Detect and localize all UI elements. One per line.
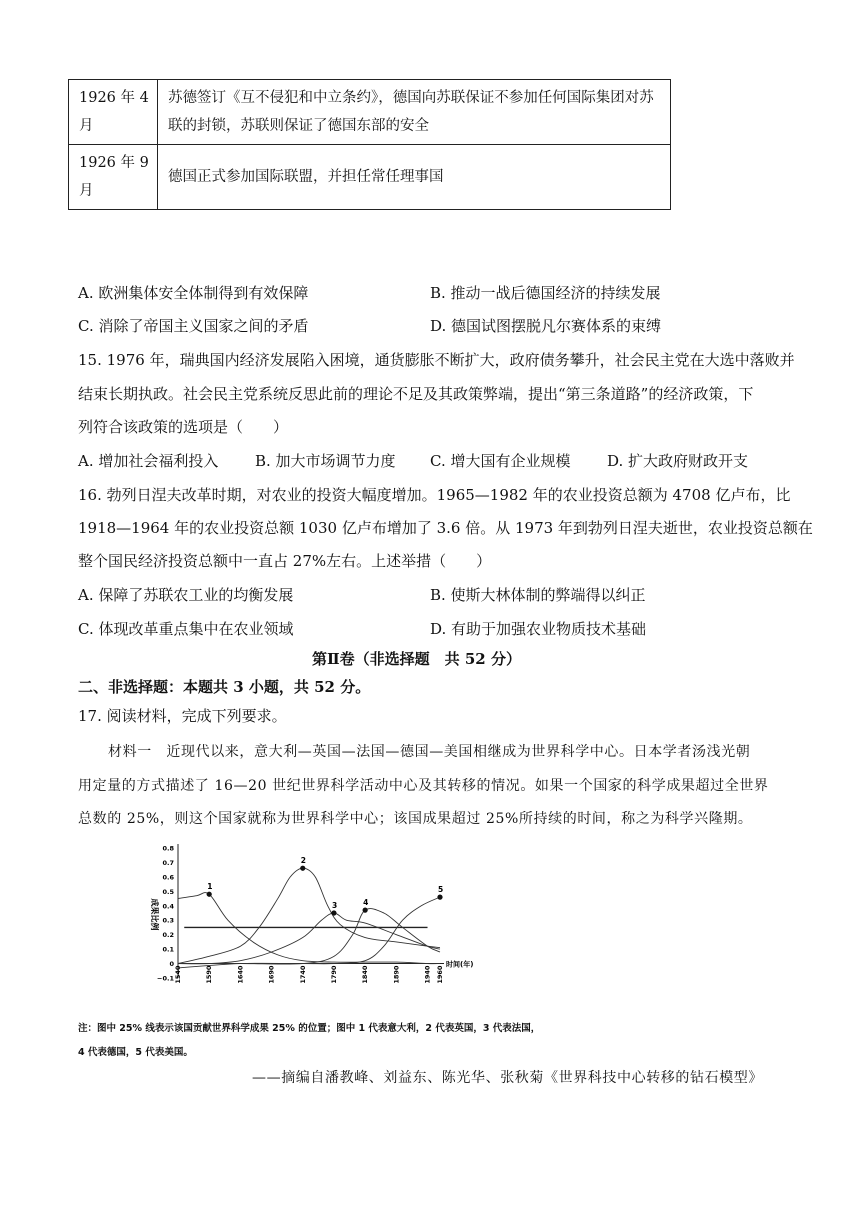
x-axis-label: 时间(年) <box>446 960 474 969</box>
table-cell-date: 1926 年 9 月 <box>69 145 158 210</box>
q14-option-d: D. 德国试图摆脱凡尔赛体系的束缚 <box>430 317 662 335</box>
q15-option-d: D. 扩大政府财政开支 <box>607 452 749 470</box>
q16-option-a: A. 保障了苏联农工业的均衡发展 <box>78 586 294 604</box>
table-cell-date: 1926 年 4 月 <box>69 80 158 145</box>
q15-stem-line3: 列符合该政策的选项是（ ） <box>78 418 289 436</box>
q16-option-b: B. 使斯大林体制的弊端得以纠正 <box>430 586 646 604</box>
y-tick-label: 0.3 <box>162 916 174 925</box>
chart-note-line2: 4 代表德国，5 代表美国。 <box>78 1047 193 1058</box>
q14-option-a: A. 欧洲集体安全体制得到有效保障 <box>78 284 309 302</box>
source-citation: ——摘编自潘教峰、刘益东、陈光华、张秋菊《世界科技中心转移的钻石模型》 <box>252 1070 763 1086</box>
series-label-3: 3 <box>331 901 338 910</box>
y-tick-label: 0.6 <box>162 873 174 882</box>
x-tick-label: 1890 <box>392 965 401 984</box>
series-line-2 <box>178 868 440 963</box>
q16-option-d: D. 有助于加强农业物质技术基础 <box>430 620 647 638</box>
history-table <box>68 79 671 210</box>
q15-option-c: C. 增大国有企业规模 <box>430 452 571 470</box>
material-1-line1: 材料一 近现代以来，意大利—英国—法国—德国—美国相继成为世界科学中心。日本学者汤浅光朝 <box>108 744 751 760</box>
q16-stem-line1: 16. 勃列日涅夫改革时期，对农业的投资大幅度增加。1965—1982 年的农业投资总额为 4708 亿卢布，比 <box>78 486 791 504</box>
table-cell-event: 德国正式参加国际联盟，并担任常任理事国 <box>158 145 671 210</box>
q16-option-c: C. 体现改革重点集中在农业领域 <box>78 620 294 638</box>
peak-point-2 <box>300 866 305 871</box>
q14-option-c: C. 消除了帝国主义国家之间的矛盾 <box>78 317 309 335</box>
peak-point-5 <box>437 895 442 900</box>
x-tick-label: 1960 <box>436 965 444 984</box>
series-line-1 <box>178 893 440 964</box>
series-label-2: 2 <box>300 856 306 866</box>
material-1-line3: 总数的 25%，则这个国家就称为世界科学中心；该国成果超过 25%所持续的时间，称之为科学兴隆期。 <box>78 811 753 827</box>
chart-note-line1: 注：图中 25% 线表示该国贡献世界科学成果 25% 的位置；图中 1 代表意大利，2 代表英国，3 代表法国， <box>78 1023 541 1034</box>
y-tick-label: 0.2 <box>162 931 174 940</box>
x-tick-label: 1590 <box>205 965 214 984</box>
y-tick-label: 0 <box>169 960 174 969</box>
series-line-3 <box>178 913 440 964</box>
series-label-4: 4 <box>363 898 369 908</box>
x-tick-label: 1840 <box>361 965 370 984</box>
table-cell-event: 苏德签订《互不侵犯和中立条约》，德国向苏联保证不参加任何国际集团对苏联的封锁，苏联则保证了德国东部的安全 <box>158 80 671 145</box>
q16-stem-line3: 整个国民经济投资总额中一直占 27%左右。上述举措（ ） <box>78 552 492 570</box>
y-tick-label: 0.8 <box>162 844 174 853</box>
peak-point-3 <box>331 910 336 915</box>
y-tick-label: 0.5 <box>162 887 174 896</box>
y-tick-label: 0.1 <box>162 945 174 954</box>
series-label-1: 1 <box>207 882 213 892</box>
science-center-chart <box>140 838 500 998</box>
y-tick-label: 0.7 <box>162 858 174 867</box>
table-row <box>69 80 671 145</box>
q15-stem-line1: 15. 1976 年，瑞典国内经济发展陷入困境，通货膨胀不断扩大，政府债务攀升，社会民主党在大选中落败并 <box>78 351 795 369</box>
material-1-line2: 用定量的方式描述了 16—20 世纪世界科学活动中心及其转移的情况。如果一个国家的科学成果超过全世界 <box>78 778 769 794</box>
q15-stem-line2: 结束长期执政。社会民主党系统反思此前的理论不足及其政策弊端，提出“第三条道路”的经济政策，下 <box>78 385 754 403</box>
peak-point-4 <box>363 908 368 913</box>
x-tick-label: 1790 <box>329 965 338 984</box>
section-heading: 二、非选择题：本题共 3 小题，共 52 分。 <box>78 678 371 696</box>
table-row <box>69 145 671 210</box>
q14-option-b: B. 推动一战后德国经济的持续发展 <box>430 284 661 302</box>
q16-stem-line2: 1918—1964 年的农业投资总额 1030 亿卢布增加了 3.6 倍。从 1973 年到勃列日涅夫逝世，农业投资总额在 <box>78 519 813 537</box>
q15-option-b: B. 加大市场调节力度 <box>255 452 396 470</box>
q15-option-a: A. 增加社会福利投入 <box>78 452 219 470</box>
q17-stem: 17. 阅读材料，完成下列要求。 <box>78 707 287 725</box>
x-tick-label: 1640 <box>236 965 245 984</box>
y-tick-label: 0.4 <box>162 902 174 911</box>
x-tick-label: 1690 <box>267 965 276 984</box>
x-tick-label: 1740 <box>298 965 307 984</box>
x-tick-label: 1940 <box>423 965 432 984</box>
y-axis-label: 成果比例 <box>150 898 159 931</box>
x-tick-label: 1540 <box>174 965 182 984</box>
part2-title: 第Ⅱ卷（非选择题 共 52 分） <box>312 650 521 668</box>
peak-point-1 <box>207 892 212 897</box>
series-label-5: 5 <box>438 885 444 895</box>
y-tick-label: −0.1 <box>157 974 174 983</box>
